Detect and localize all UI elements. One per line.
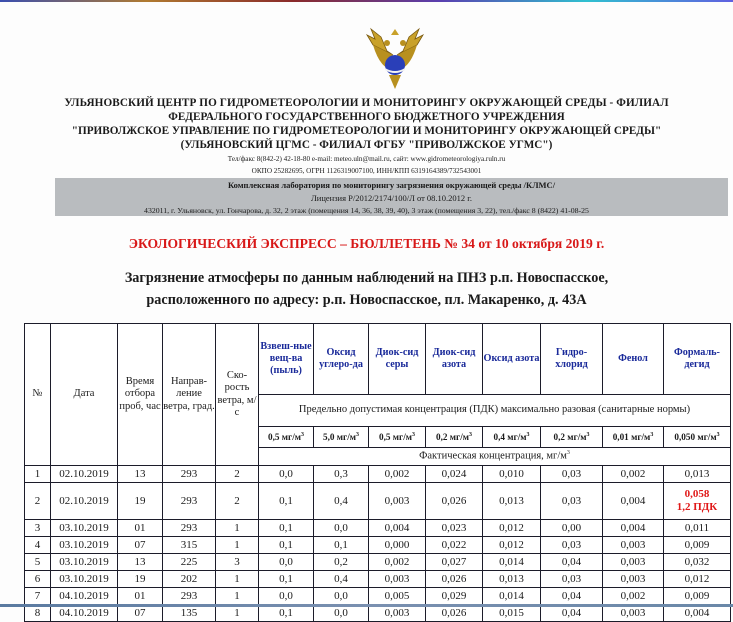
concentration-value: 0,029 (426, 588, 483, 605)
row-wind-speed: 2 (216, 466, 259, 483)
col-header-wind-direction: Направ-ление ветра, град. (163, 324, 216, 466)
table-row (25, 605, 731, 622)
concentration-value: 0,015 (483, 605, 541, 622)
table-row (25, 571, 731, 588)
concentration-value: 0,026 (426, 483, 483, 520)
table-row (25, 554, 731, 571)
concentration-value: 0,024 (426, 466, 483, 483)
row-time: 13 (118, 554, 163, 571)
concentration-value: 0,4 (314, 483, 369, 520)
org-contacts: Тел/факс 8(842-2) 42-18-80 e-mail: meteo.uln@mail.ru, сайт: www.gidrometeorologiya.ruln.ru (227, 155, 506, 163)
pdk-value: 0,5 $мг/м^3$ (259, 427, 314, 448)
concentration-value: 0,004 (369, 520, 426, 537)
row-number: 8 (25, 605, 51, 622)
pdk-value: 0,01 $мг/м^3$ (603, 427, 664, 448)
concentration-value: 0,04 (541, 605, 603, 622)
row-wind-direction: 202 (163, 571, 216, 588)
row-wind-direction: 293 (163, 520, 216, 537)
row-time: 01 (118, 520, 163, 537)
concentration-value: 0,03 (541, 537, 603, 554)
concentration-value: 0,013 (664, 466, 731, 483)
col-header-wind-speed: Ско-рость ветра, м/с (216, 324, 259, 466)
row-date: 03.10.2019 (51, 520, 118, 537)
row-wind-speed: 1 (216, 588, 259, 605)
org-name-line-2: ФЕДЕРАЛЬНОГО ГОСУДАРСТВЕННОГО БЮДЖЕТНОГО УЧРЕЖДЕНИЯ (168, 111, 565, 123)
col-header-substance: Взвеш-ные вещ-ва (пыль) (259, 324, 314, 395)
row-wind-direction: 135 (163, 605, 216, 622)
concentration-value: 0,014 (483, 588, 541, 605)
concentration-value: 0,1 (259, 520, 314, 537)
concentration-value: 0,0 (314, 605, 369, 622)
pdk-value: 0,2 $мг/м^3$ (541, 427, 603, 448)
row-number: 2 (25, 483, 51, 520)
concentration-value: 0,002 (603, 588, 664, 605)
concentration-value: 0,1 (259, 483, 314, 520)
col-header-substance: Оксид углеро-да (314, 324, 369, 395)
col-header-time: Время отбора проб, час (118, 324, 163, 466)
concentration-exceeded-cell (664, 483, 731, 520)
org-registry-codes: ОКПО 25282695, ОГРН 1126319007100, ИНН/КПП 6319164389/732543001 (251, 167, 482, 175)
concentration-value: 0,009 (664, 537, 731, 554)
row-number: 6 (25, 571, 51, 588)
concentration-value: 0,03 (541, 571, 603, 588)
pdk-value: 0,5 $мг/м^3$ (369, 427, 426, 448)
concentration-value: 0,009 (664, 588, 731, 605)
lab-name: Комплексная лаборатория по мониторингу загрязнения окружающей среды /КЛМС/ (227, 180, 556, 190)
concentration-value: 0,1 (259, 537, 314, 554)
table-row (25, 520, 731, 537)
scan-top-edge (0, 0, 733, 2)
fact-concentration-label: Фактическая концентрация, $мг/м^3$ (259, 448, 731, 466)
concentration-value: 0,003 (603, 571, 664, 588)
concentration-value: 0,010 (483, 466, 541, 483)
concentration-value: 0,00 (541, 520, 603, 537)
row-number: 3 (25, 520, 51, 537)
row-wind-speed: 1 (216, 605, 259, 622)
row-number: 7 (25, 588, 51, 605)
concentration-value: 0,032 (664, 554, 731, 571)
concentration-value: 0,026 (426, 571, 483, 588)
air-pollution-table (24, 323, 731, 622)
concentration-value: 0,013 (483, 483, 541, 520)
concentration-value: 0,2 (314, 554, 369, 571)
col-header-substance: Оксид азота (483, 324, 541, 395)
row-wind-speed: 1 (216, 571, 259, 588)
bulletin-title: ЭКОЛОГИЧЕСКИЙ ЭКСПРЕСС – БЮЛЛЕТЕНЬ № 34 от 10 октября 2019 г. (128, 236, 605, 251)
concentration-value: 0,004 (664, 605, 731, 622)
concentration-value: 0,03 (541, 483, 603, 520)
org-name-line-1: УЛЬЯНОВСКИЙ ЦЕНТР ПО ГИДРОМЕТЕОРОЛОГИИ И МОНИТОРИНГУ ОКРУЖАЮЩЕЙ СРЕДЫ - ФИЛИАЛ (64, 97, 669, 109)
col-header-substance: Гидро-хлорид (541, 324, 603, 395)
table-row (25, 483, 731, 520)
double-headed-eagle-emblem-icon (365, 25, 425, 93)
row-time: 01 (118, 588, 163, 605)
concentration-value: 0,002 (369, 466, 426, 483)
col-header-substance: Диок-сид азота (426, 324, 483, 395)
col-header-substance: Фенол (603, 324, 664, 395)
row-time: 07 (118, 537, 163, 554)
report-title-line-1: Загрязнение атмосферы по данным наблюдений на ПНЗ р.п. Новоспасское, (124, 270, 609, 286)
row-number: 4 (25, 537, 51, 554)
row-date: 03.10.2019 (51, 571, 118, 588)
concentration-value: 0,003 (603, 554, 664, 571)
concentration-value: 0,000 (369, 537, 426, 554)
concentration-value: 0,002 (369, 554, 426, 571)
concentration-value: 0,003 (603, 537, 664, 554)
table-row (25, 537, 731, 554)
row-time: 07 (118, 605, 163, 622)
row-time: 19 (118, 483, 163, 520)
row-date: 03.10.2019 (51, 554, 118, 571)
row-date: 02.10.2019 (51, 466, 118, 483)
pdk-value: 0,050 $мг/м^3$ (664, 427, 731, 448)
concentration-value: 0,0 (314, 588, 369, 605)
concentration-value: 0,014 (483, 554, 541, 571)
row-time: 19 (118, 571, 163, 588)
concentration-value: 0,004 (603, 520, 664, 537)
row-date: 04.10.2019 (51, 588, 118, 605)
concentration-value: 0,1 (259, 571, 314, 588)
concentration-value: 0,002 (603, 466, 664, 483)
header-row-substances (25, 324, 731, 395)
concentration-value: 0,003 (369, 605, 426, 622)
row-wind-speed: 1 (216, 520, 259, 537)
concentration-value: 0,005 (369, 588, 426, 605)
concentration-value: 0,022 (426, 537, 483, 554)
pdk-value: 0,4 $мг/м^3$ (483, 427, 541, 448)
pdk-exceedance: 1,2 ПДК (676, 501, 718, 513)
concentration-value: 0,023 (426, 520, 483, 537)
concentration-value: 0,012 (483, 520, 541, 537)
pdk-label: Предельно допустимая концентрация (ПДК) максимально разовая (санитарные нормы) (259, 395, 731, 427)
lab-license: Лицензия Р/2012/2174/100/Л от 08.10.2012 г. (311, 193, 472, 203)
concentration-value: 0,013 (483, 571, 541, 588)
concentration-value: 0,0 (259, 466, 314, 483)
report-title-line-2: расположенного по адресу: р.п. Новоспасское, пл. Макаренко, д. 43А (146, 292, 587, 308)
row-date: 03.10.2019 (51, 537, 118, 554)
row-date: 02.10.2019 (51, 483, 118, 520)
row-wind-direction: 293 (163, 483, 216, 520)
row-wind-speed: 1 (216, 537, 259, 554)
row-date: 04.10.2019 (51, 605, 118, 622)
concentration-value: 0,03 (541, 466, 603, 483)
concentration-value: 0,0 (259, 588, 314, 605)
concentration-value: 0,04 (541, 588, 603, 605)
row-number: 5 (25, 554, 51, 571)
pdk-value: 0,2 $мг/м^3$ (426, 427, 483, 448)
concentration-value: 0,0 (259, 554, 314, 571)
concentration-value: 0,011 (664, 520, 731, 537)
col-header-substance: Формаль-дегид (664, 324, 731, 395)
concentration-value: 0,0 (314, 520, 369, 537)
concentration-value: 0,058 (684, 488, 710, 501)
col-header-num: № (25, 324, 51, 466)
concentration-value: 0,004 (603, 483, 664, 520)
col-header-substance: Диок-сид серы (369, 324, 426, 395)
table-row (25, 466, 731, 483)
row-number: 1 (25, 466, 51, 483)
org-name-line-4: (УЛЬЯНОВСКИЙ ЦГМС - ФИЛИАЛ ФГБУ "ПРИВОЛЖСКОЕ УГМС") (180, 139, 553, 151)
concentration-value: 0,012 (483, 537, 541, 554)
concentration-value: 0,003 (603, 605, 664, 622)
lab-address: 432011, г. Ульяновск, ул. Гончарова, д. 32, 2 этаж (помещения 14, 36, 38, 39, 40), 3 этаж (помещения 3, 22), тел./факс 8 (8422) 41-08-25 (144, 206, 589, 215)
col-header-date: Дата (51, 324, 118, 466)
row-wind-direction: 293 (163, 466, 216, 483)
concentration-value: 0,3 (314, 466, 369, 483)
org-name-line-3: "ПРИВОЛЖСКОЕ УПРАВЛЕНИЕ ПО ГИДРОМЕТЕОРОЛОГИИ И МОНИТОРИНГУ ОКРУЖАЮЩЕЙ СРЕДЫ" (71, 125, 662, 137)
concentration-value: 0,003 (369, 483, 426, 520)
row-wind-speed: 3 (216, 554, 259, 571)
concentration-value: 0,4 (314, 571, 369, 588)
row-wind-direction: 293 (163, 588, 216, 605)
row-wind-direction: 225 (163, 554, 216, 571)
concentration-value: 0,04 (541, 554, 603, 571)
concentration-value: 0,012 (664, 571, 731, 588)
concentration-value: 0,027 (426, 554, 483, 571)
row-wind-direction: 315 (163, 537, 216, 554)
table-row (25, 588, 731, 605)
row-wind-speed: 2 (216, 483, 259, 520)
concentration-value: 0,1 (314, 537, 369, 554)
concentration-value: 0,1 (259, 605, 314, 622)
pdk-value: 5,0 $мг/м^3$ (314, 427, 369, 448)
row-time: 13 (118, 466, 163, 483)
concentration-value: 0,003 (369, 571, 426, 588)
concentration-value: 0,026 (426, 605, 483, 622)
